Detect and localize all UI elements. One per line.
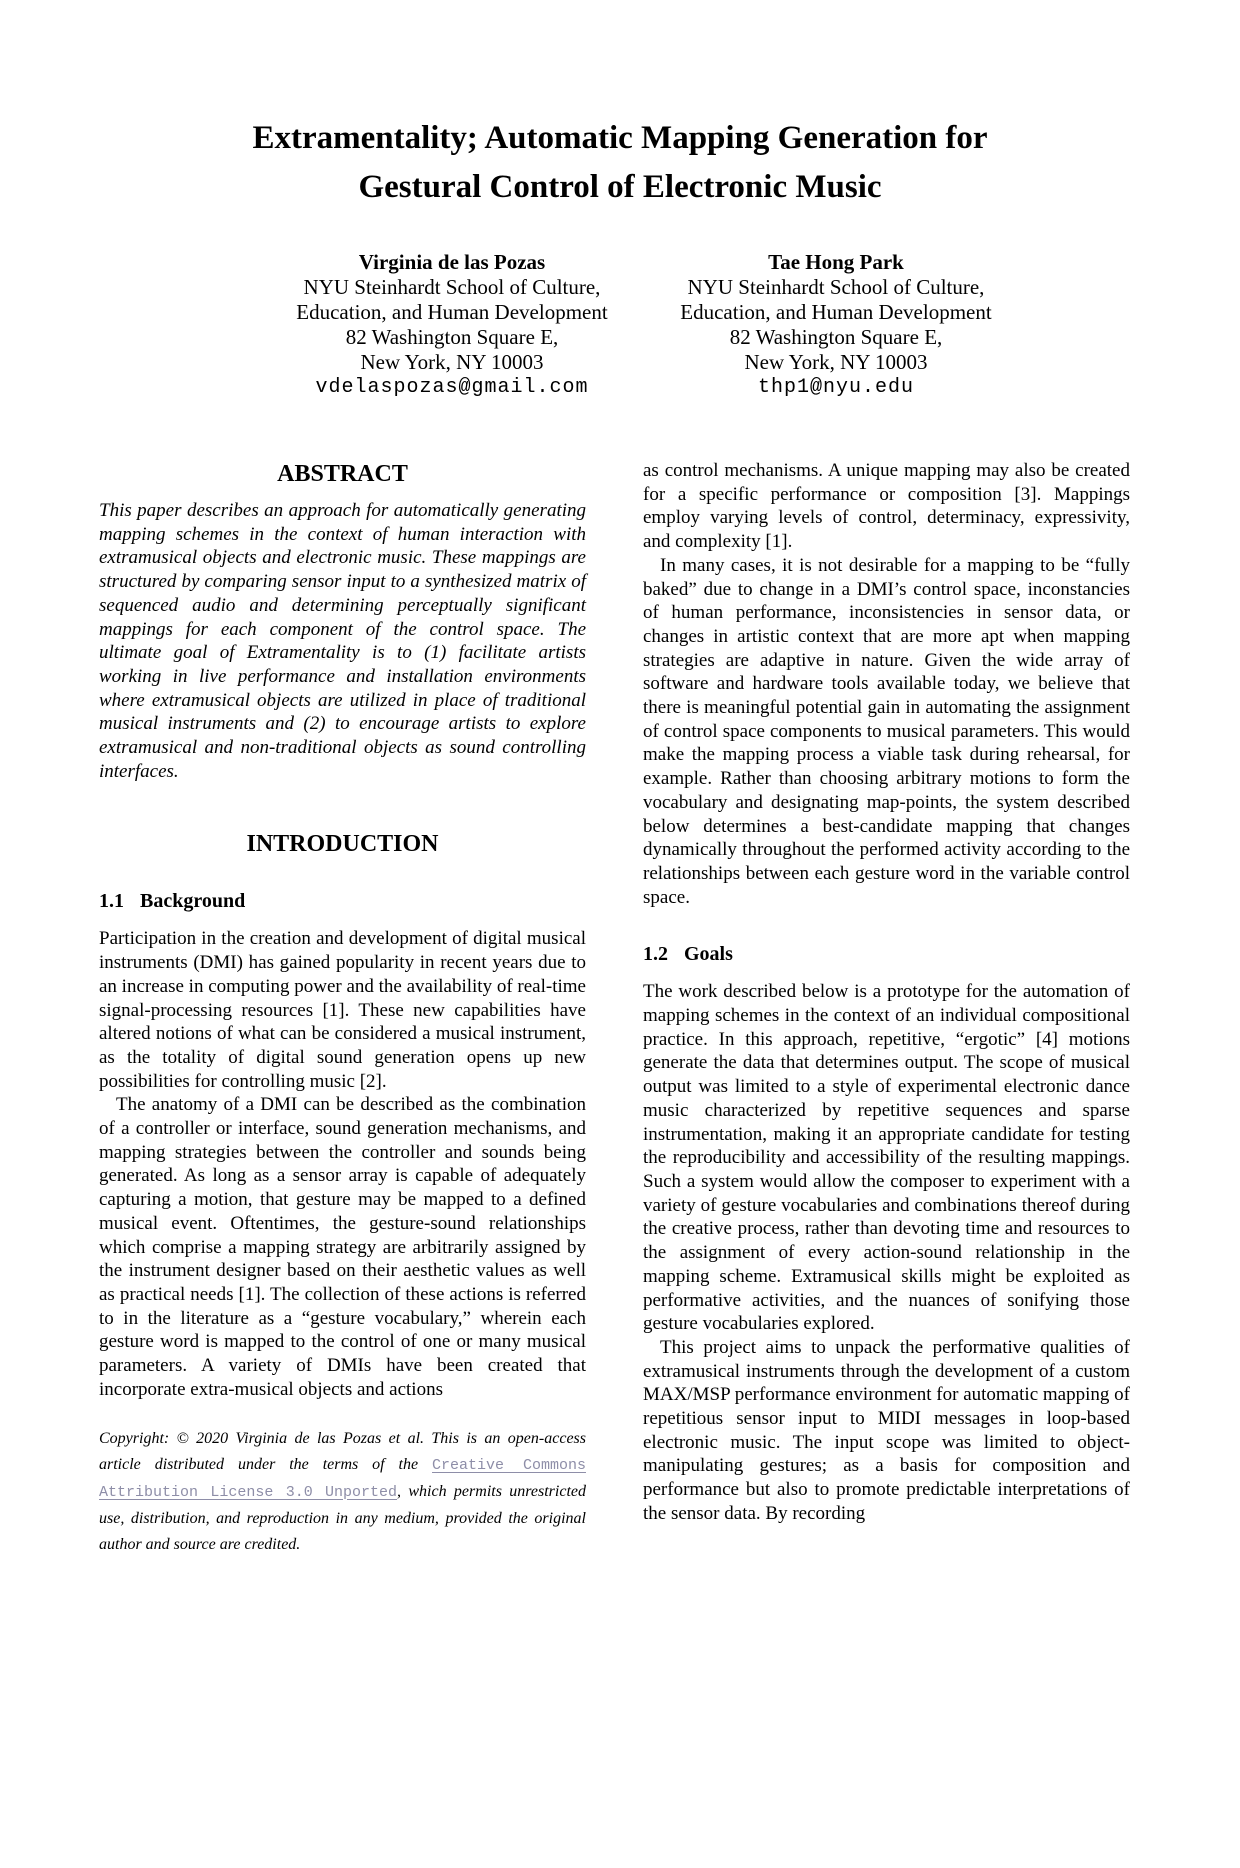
author-name: Tae Hong Park: [768, 250, 904, 274]
continuation-paragraph: as control mechanisms. A unique mapping may also be created for a specific performance or composition [3]. Mappings employ varying levels of control, determinacy, expressivity, and complexity [1].: [643, 460, 1130, 553]
two-column-body: [0, 459, 1240, 1558]
title-line-2: Gestural Control of Electronic Music: [358, 169, 882, 205]
author-email: thp1@nyu.edu: [757, 376, 915, 399]
author-email: vdelaspozas@gmail.com: [315, 376, 589, 399]
author-address-line: 82 Washington Square E,: [729, 325, 943, 349]
author-affiliation-line: NYU Steinhardt School of Culture,: [303, 275, 601, 299]
title-line-1: Extramentality; Automatic Mapping Generation for: [252, 120, 988, 156]
copyright-text-start: Copyright: © 2020 Virginia de las Pozas et al. This is an open-access article distributed under the terms of the: [99, 1429, 586, 1473]
author-affiliation-line: NYU Steinhardt School of Culture,: [687, 275, 985, 299]
copyright-notice: [99, 1426, 586, 1558]
adaptive-mapping-paragraph: In many cases, it is not desirable for a mapping to be “fully baked” due to change in a DMI’s control space, inconstancies of human performance, inconsistencies in sensor data, or changes in artistic context that are more apt when mapping strategies are adaptive in nature. Given the wide array of software and hardware tools available today, we believe that there is meaningful potential gain in automating the assignment of control space components to musical parameters. This would make the mapping process a viable task during rehearsal, for example. Rather than choosing arbitrary motions to form the vocabulary and designating map-points, the system described below determines a best-candidate mapping that changes dynamically throughout the performed activity according to the relationships between each gesture word in the variable control space.: [643, 554, 1130, 908]
paper-title: [0, 114, 1240, 212]
copyright-text-end: , which permits unrestricted use, distribution, and reproduction in any medium, provided the original author and source are credited.: [99, 1482, 586, 1553]
left-column: [99, 459, 586, 1558]
abstract-heading: ABSTRACT: [277, 461, 408, 487]
authors-row: [0, 250, 1240, 402]
paper-page: [0, 114, 1240, 1868]
section-number: 1.1: [99, 890, 124, 913]
section-label: Goals: [684, 943, 733, 966]
author-affiliation-line: Education, and Human Development: [296, 300, 608, 324]
author-affiliation-line: Education, and Human Development: [680, 300, 992, 324]
section-heading-background: [99, 889, 586, 913]
author-block-2: [664, 250, 1008, 400]
goals-paragraph-1: The work described below is a prototype for the automation of mapping schemes in the context of an individual compositional practice. In this approach, repetitive, “ergotic” [4] motions generate the data that determines output. The scope of musical output was limited to a style of experimental electronic dance music characterized by repetitive sequences and sparse instrumentation, making it an appropriate candidate for testing the reproducibility and accessibility of the resulting mappings. Such a system would allow the composer to experiment with a variety of gesture vocabularies and combinations thereof during the creative process, rather than devoting time and resources to the assignment of every action-sound relationship in the mapping scheme. Extramusical skills might be exploited as performative activities, and the nuances of sonifying those gesture vocabularies explored.: [643, 981, 1130, 1335]
goals-paragraph-2: This project aims to unpack the performative qualities of extramusical instruments through the development of a custom MAX/MSP performance environment for automatic mapping of repetitious sensor input to MIDI messages in loop-based electronic music. The input scope was limited to object-manipulating gestures; as a basis for composition and performance but also to promote predictable interpretations of the sensor data. By recording: [643, 1336, 1130, 1524]
section-label: Background: [140, 890, 246, 913]
author-name: Virginia de las Pozas: [358, 250, 546, 274]
author-address-line: New York, NY 10003: [744, 350, 928, 374]
creative-commons-license-link[interactable]: Creative Commons Attribution License 3.0 Unported: [99, 1456, 586, 1501]
author-address-line: 82 Washington Square E,: [345, 325, 559, 349]
background-paragraph-2: The anatomy of a DMI can be described as the combination of a controller or interface, sound generation mechanisms, and mapping strategies between the controller and sounds being generated. As long as a sensor array is capable of adequately capturing a motion, that gesture may be mapped to a defined musical event. Oftentimes, the gesture-sound relationships which comprise a mapping strategy are arbitrarily assigned by the instrument designer based on their aesthetic values as well as practical needs [1]. The collection of these actions is referred to in the literature as a “gesture vocabulary,” wherein each gesture word is mapped to the control of one or many musical parameters. A variety of DMIs have been created that incorporate extra-musical objects and actions: [99, 1094, 586, 1400]
author-block-1: [280, 250, 624, 400]
section-heading-goals: [643, 942, 1130, 966]
background-paragraph-1: Participation in the creation and development of digital musical instruments (DMI) has gained popularity in recent years due to an increase in computing power and the availability of real-time signal-processing resources [1]. These new capabilities have altered notions of what can be considered a musical instrument, as the totality of digital sound generation opens up new possibilities for controlling music [2].: [99, 928, 586, 1092]
introduction-heading: INTRODUCTION: [246, 831, 439, 858]
author-address-line: New York, NY 10003: [360, 350, 544, 374]
right-column: [643, 459, 1130, 1526]
abstract-text: This paper describes an approach for automatically generating mapping schemes in the context of human interaction with extramusical objects and electronic music. These mappings are structured by comparing sensor input to a synthesized matrix of sequenced audio and determining perceptually significant mappings for each component of the control space. The ultimate goal of Extramentality is to (1) facilitate artists working in live performance and installation environments where extramusical objects are utilized in place of traditional musical instruments and (2) to encourage artists to explore extramusical and non-traditional objects as sound controlling interfaces.: [99, 500, 586, 782]
section-number: 1.2: [643, 943, 668, 966]
